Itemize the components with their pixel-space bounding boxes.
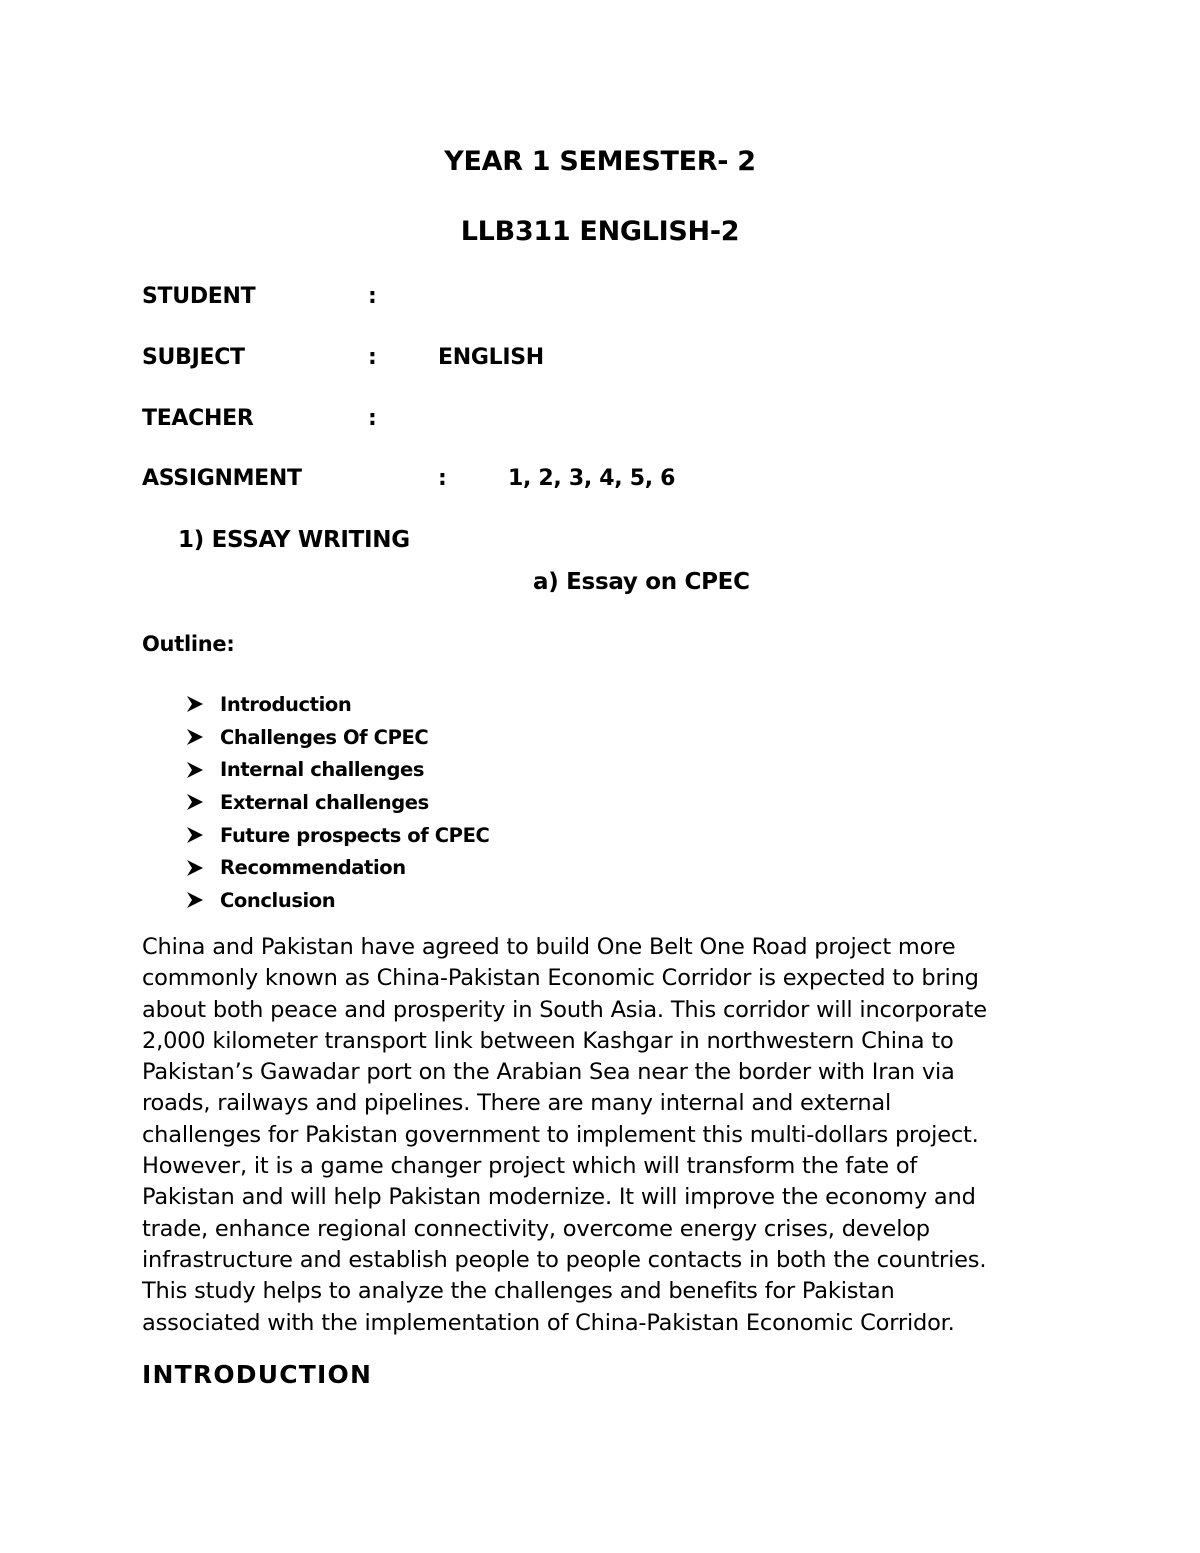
student-label: STUDENT <box>142 284 256 309</box>
paragraph-line: 2,000 kilometer transport link between Kashgar in northwestern China to <box>142 1027 954 1054</box>
list-item <box>186 819 489 852</box>
arrowhead-bullet-icon <box>186 891 204 909</box>
outline-list <box>186 688 489 917</box>
subject-field <box>142 345 544 370</box>
list-item <box>186 721 489 754</box>
arrowhead-bullet-icon <box>186 793 204 811</box>
arrowhead-bullet-icon <box>186 761 204 779</box>
arrowhead-bullet-icon <box>186 728 204 746</box>
list-item <box>186 786 489 819</box>
paragraph-line: associated with the implementation of China-Pakistan Economic Corridor. <box>142 1309 955 1336</box>
paragraph-line: about both peace and prosperity in South Asia. This corridor will incorporate <box>142 996 987 1023</box>
list-item <box>186 884 489 917</box>
student-field <box>142 284 377 309</box>
student-colon: : <box>368 284 377 309</box>
subject-value: ENGLISH <box>438 345 544 370</box>
paragraph-line: However, it is a game changer project which will transform the fate of <box>142 1153 918 1180</box>
paragraph-line: Pakistan’s Gawadar port on the Arabian Sea near the border with Iran via <box>142 1059 955 1086</box>
outline-item-text: Internal challenges <box>220 758 425 782</box>
introduction-heading: INTRODUCTION <box>142 1360 373 1389</box>
paragraph-line: China and Pakistan have agreed to build One Belt One Road project more <box>142 934 956 960</box>
arrowhead-bullet-icon <box>186 695 204 713</box>
list-item <box>186 688 489 721</box>
teacher-colon: : <box>368 406 377 431</box>
assignment-value: 1, 2, 3, 4, 5, 6 <box>508 466 676 491</box>
outline-item-text: Introduction <box>220 692 352 716</box>
arrowhead-bullet-icon <box>186 859 204 877</box>
assignment-label: ASSIGNMENT <box>142 466 302 491</box>
course-title: LLB311 ENGLISH-2 <box>460 216 740 247</box>
paragraph-line: trade, enhance regional connectivity, overcome energy crises, develop <box>142 1215 930 1242</box>
paragraph-line: challenges for Pakistan government to implement this multi-dollars project. <box>142 1121 979 1148</box>
assignment-field <box>142 466 676 491</box>
semester-title: YEAR 1 SEMESTER- 2 <box>444 146 756 177</box>
list-item <box>186 753 489 786</box>
outline-item-text: External challenges <box>220 790 429 814</box>
outline-item-text: Conclusion <box>220 888 336 912</box>
essay-topic-heading: a) Essay on CPEC <box>533 569 750 595</box>
outline-label: Outline: <box>142 632 235 656</box>
subject-colon: : <box>368 345 377 370</box>
paragraph-line: Pakistan and will help Pakistan modernize. It will improve the economy and <box>142 1184 976 1211</box>
paragraph-line: commonly known as China-Pakistan Economic Corridor is expected to bring <box>142 965 979 992</box>
subject-label: SUBJECT <box>142 345 245 370</box>
teacher-label: TEACHER <box>142 406 254 431</box>
essay-writing-heading: 1) ESSAY WRITING <box>178 527 410 553</box>
outline-item-text: Future prospects of CPEC <box>220 823 490 847</box>
paragraph-line: This study helps to analyze the challenges and benefits for Pakistan <box>142 1278 895 1305</box>
paragraph-line: roads, railways and pipelines. There are many internal and external <box>142 1090 892 1117</box>
list-item <box>186 851 489 884</box>
essay-paragraph <box>142 932 1062 1339</box>
outline-item-text: Challenges Of CPEC <box>220 725 429 749</box>
teacher-field <box>142 406 377 431</box>
paragraph-line: infrastructure and establish people to people contacts in both the countries. <box>142 1246 987 1273</box>
outline-item-text: Recommendation <box>220 856 406 880</box>
arrowhead-bullet-icon <box>186 826 204 844</box>
assignment-colon: : <box>438 466 447 491</box>
